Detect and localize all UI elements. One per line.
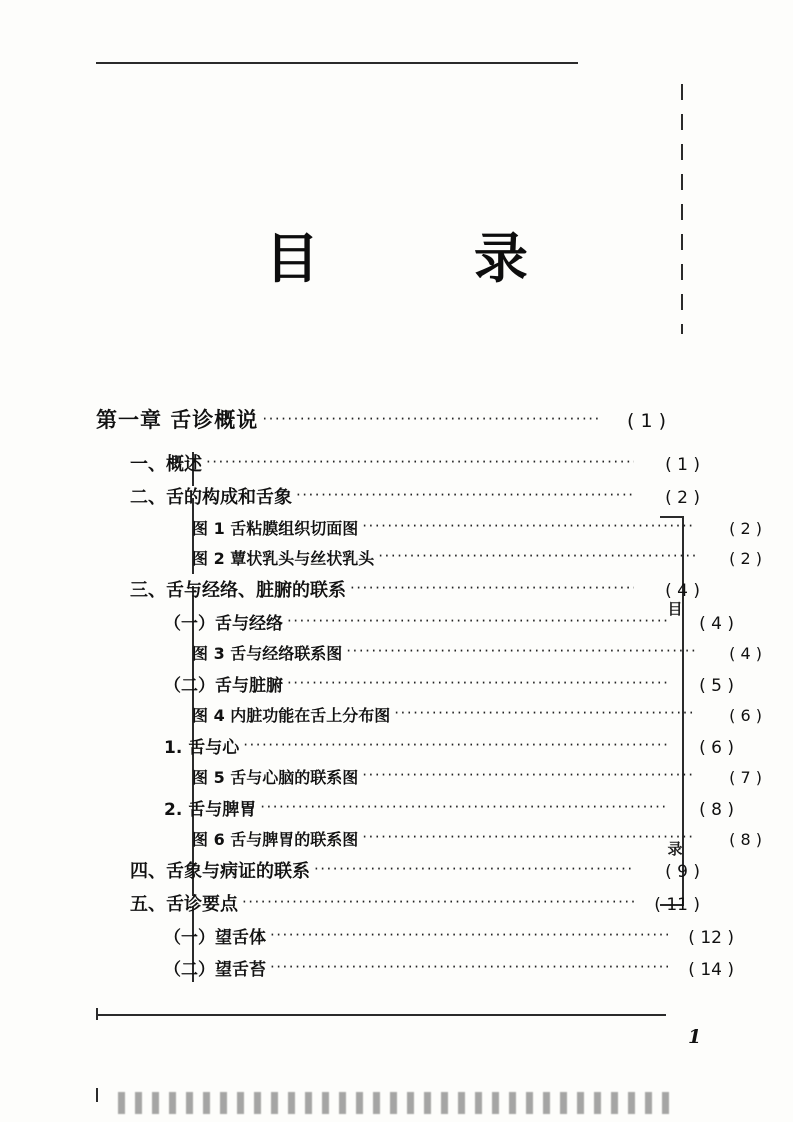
toc-entry-label: 第一章 舌诊概说 bbox=[96, 408, 259, 432]
toc-entry-label: 图 1 舌粘膜组织切面图 bbox=[192, 519, 359, 538]
toc-entry[interactable] bbox=[96, 450, 700, 476]
toc-entry-label: （一）舌与经络 bbox=[164, 614, 283, 634]
toc-entry-page: ( 4 ) bbox=[699, 614, 734, 634]
toc-leader-dots bbox=[262, 410, 600, 428]
toc-entry-page: ( 4 ) bbox=[665, 581, 700, 601]
toc-entry-label: 二、舌的构成和舌象 bbox=[130, 487, 292, 508]
toc-entry-page: ( 2 ) bbox=[729, 549, 762, 568]
toc-entry[interactable] bbox=[96, 827, 762, 850]
toc-entry-label: 五、舌诊要点 bbox=[130, 894, 238, 915]
toc-entry[interactable] bbox=[96, 955, 734, 980]
table-of-contents bbox=[96, 404, 762, 987]
toc-entry-page: ( 6 ) bbox=[729, 706, 762, 725]
toc-entry-label: 图 4 内脏功能在舌上分布图 bbox=[192, 706, 391, 725]
toc-entry[interactable] bbox=[96, 923, 734, 948]
toc-entry-page: ( 2 ) bbox=[665, 488, 700, 508]
side-label-mu: 目 bbox=[667, 600, 683, 618]
toc-entry-page: ( 12 ) bbox=[688, 928, 734, 948]
toc-entry[interactable] bbox=[96, 671, 734, 696]
toc-entry-page: ( 6 ) bbox=[699, 738, 734, 758]
bottom-rule bbox=[96, 1014, 666, 1016]
toc-entry-label: 2. 舌与脾胃 bbox=[164, 800, 257, 820]
toc-entry-label: （二）舌与脏腑 bbox=[164, 676, 283, 696]
toc-leader-dots bbox=[378, 547, 696, 565]
top-rule bbox=[96, 62, 578, 64]
right-dashed-rule bbox=[681, 84, 683, 334]
bottom-scan-artifact bbox=[118, 1092, 678, 1114]
toc-leader-dots bbox=[362, 766, 696, 784]
toc-leader-dots bbox=[394, 704, 696, 722]
toc-entry[interactable] bbox=[96, 546, 762, 569]
toc-entry[interactable] bbox=[96, 609, 734, 634]
page-title: 目 录 bbox=[265, 227, 596, 290]
toc-entry-label: （二）望舌苔 bbox=[164, 960, 266, 980]
toc-entry-label: 图 3 舌与经络联系图 bbox=[192, 644, 343, 663]
toc-entry-label: （一）望舌体 bbox=[164, 928, 266, 948]
toc-leader-dots bbox=[350, 579, 634, 597]
side-label-lu: 录 bbox=[667, 840, 683, 858]
toc-entry-page: ( 8 ) bbox=[729, 830, 762, 849]
toc-entry-page: ( 5 ) bbox=[699, 676, 734, 696]
page-number: 1 bbox=[688, 1026, 702, 1048]
toc-leader-dots bbox=[314, 860, 634, 878]
toc-entry[interactable] bbox=[96, 516, 762, 539]
toc-leader-dots bbox=[243, 736, 668, 754]
toc-leader-dots bbox=[270, 958, 668, 976]
toc-entry[interactable] bbox=[96, 483, 700, 509]
toc-entry-label: 四、舌象与病证的联系 bbox=[130, 861, 310, 882]
toc-leader-dots bbox=[242, 893, 634, 911]
left-corner-tick bbox=[96, 1008, 98, 1020]
toc-entry[interactable] bbox=[96, 404, 666, 434]
toc-entry-page: ( 8 ) bbox=[699, 800, 734, 820]
left-bottom-tick bbox=[96, 1088, 98, 1102]
toc-leader-dots bbox=[362, 517, 696, 535]
toc-entry[interactable] bbox=[96, 733, 734, 758]
toc-leader-dots bbox=[296, 486, 634, 504]
toc-entry[interactable] bbox=[96, 857, 700, 883]
toc-leader-dots bbox=[362, 828, 696, 846]
toc-leader-dots bbox=[287, 612, 668, 630]
toc-entry-label: 图 2 蕈状乳头与丝状乳头 bbox=[192, 549, 375, 568]
toc-entry-page: ( 2 ) bbox=[729, 519, 762, 538]
toc-entry-page: ( 14 ) bbox=[688, 960, 734, 980]
toc-entry[interactable] bbox=[96, 795, 734, 820]
toc-leader-dots bbox=[346, 642, 696, 660]
toc-entry[interactable] bbox=[96, 765, 762, 788]
toc-entry[interactable] bbox=[96, 576, 700, 602]
toc-entry[interactable] bbox=[96, 703, 762, 726]
toc-entry-page: ( 1 ) bbox=[627, 410, 666, 432]
toc-entry-label: 一、概述 bbox=[130, 454, 202, 475]
toc-entry-page: ( 11 ) bbox=[654, 895, 700, 915]
toc-entry-label: 图 6 舌与脾胃的联系图 bbox=[192, 830, 359, 849]
toc-leader-dots bbox=[206, 453, 634, 471]
toc-entry[interactable] bbox=[96, 890, 700, 916]
toc-entry-label: 三、舌与经络、脏腑的联系 bbox=[130, 580, 346, 601]
toc-entry-page: ( 4 ) bbox=[729, 644, 762, 663]
toc-entry-page: ( 7 ) bbox=[729, 768, 762, 787]
toc-entry-label: 1. 舌与心 bbox=[164, 738, 240, 758]
toc-leader-dots bbox=[270, 926, 668, 944]
toc-leader-dots bbox=[260, 798, 668, 816]
toc-entry-page: ( 9 ) bbox=[665, 862, 700, 882]
toc-leader-dots bbox=[287, 674, 668, 692]
toc-entry-page: ( 1 ) bbox=[665, 455, 700, 475]
toc-entry-label: 图 5 舌与心脑的联系图 bbox=[192, 768, 359, 787]
toc-entry[interactable] bbox=[96, 641, 762, 664]
